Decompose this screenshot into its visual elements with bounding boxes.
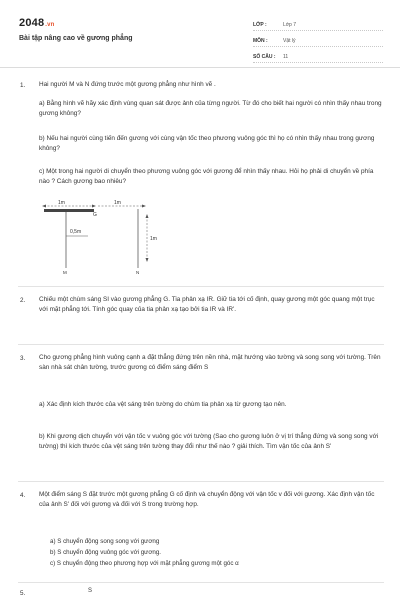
mirror-label: G [93, 212, 97, 218]
question-number: 1. [20, 82, 26, 89]
question-3-part-a: a) Xác định kích thước của vệt sáng trên tường do chùm tia phản xạ từ gương tạo nên. [39, 401, 287, 408]
point-n-label: N [136, 270, 140, 275]
question-number: 5. [20, 590, 26, 597]
dim-right-label: 1m [150, 236, 157, 242]
dim-top-left-label: 1m [58, 200, 65, 206]
meta-info [253, 17, 383, 65]
meta-value: Lớp 7 [283, 22, 297, 28]
question-4-option-c: c) S chuyển động theo phương hợp với mặt phẳng gương một góc α [50, 560, 239, 567]
question-number: 4. [20, 492, 26, 499]
meta-label: MÔN : [253, 38, 268, 44]
dim-small-label: 0,5m [70, 229, 82, 235]
question-1-part-b: b) Nếu hai người cùng tiến đến gương với cùng vận tốc theo phương vuông góc thì họ có nhìn thấy nhau trong gương không? [39, 135, 375, 152]
mirror-diagram [38, 198, 168, 276]
question-4-option-b: b) S chuyển động vuông góc với gương. [50, 549, 161, 556]
question-2-text: Chiếu một chùm sáng SI vào gương phẳng G. Tia phản xạ IR. Giữ tia tới cố định, quay gương một góc quang một trục với mặt phẳng tới. Tính góc quay của tia phản xạ tạo bởi tia IR và IR'. [39, 296, 375, 313]
figure-s-label: S [88, 588, 93, 594]
question-1-text: Hai người M và N đứng trước một gương phẳng như hình vẽ . [39, 81, 216, 88]
question-4-option-a: a) S chuyển động song song với gương [50, 538, 160, 545]
mirror [44, 209, 94, 212]
divider [18, 481, 384, 482]
meta-value: 11 [283, 54, 289, 60]
question-1-part-c: c) Một trong hai người di chuyển theo phương vuông góc với gương để nhìn thấy nhau. Hỏi họ phải di chuyển về phía nào ? Cách gương bao nhiêu? [39, 168, 374, 185]
question-1-part-a: a) Bằng hình vẽ hãy xác định vùng quan sát được ảnh của từng người. Từ đó cho biết hai người có nhìn thấy nhau trong gương không? [39, 100, 382, 117]
meta-label: LỚP : [253, 22, 267, 28]
question-3-text: Cho gương phẳng hình vuông cạnh a đặt thẳng đứng trên nền nhà, mặt hướng vào tường và song song với tường. Trên sàn nhà sát chân tường, trước gương có điểm sáng điểm S [39, 354, 381, 371]
point-m-label: M [63, 270, 67, 275]
dim-top-right-label: 1m [114, 200, 121, 206]
divider [18, 344, 384, 345]
meta-value: Vật lý [283, 38, 296, 44]
question-number: 2. [20, 297, 26, 304]
divider [18, 286, 384, 287]
meta-label: SỐ CÂU : [253, 54, 276, 60]
logo-suffix: .vn [45, 22, 55, 28]
meta-row-subject [253, 33, 383, 47]
page-title: Bài tập nâng cao về gương phẳng [19, 35, 133, 42]
meta-row-count [253, 49, 383, 63]
question-4-text: Một điểm sáng S đặt trước một gương phẳng G cố định và chuyển động với vận tốc v đối với gương. Xác định vận tốc của ảnh S' đối với gương và đối với S trong trường hợp. [39, 491, 375, 508]
divider [18, 582, 384, 583]
site-logo[interactable] [19, 17, 55, 29]
meta-row-class [253, 17, 383, 31]
header-divider [0, 67, 400, 68]
question-number: 3. [20, 355, 26, 362]
question-3-part-b: b) Khi gương dịch chuyển với vận tốc v vuông góc với tường (Sao cho gương luôn ở vị trí thẳng đứng và song song với tường) thì kích thước của vệt sáng trên tường thay đổi như thế nào ? giải thích. Tìm vận tốc của ảnh S' [39, 433, 379, 450]
page-header [0, 0, 400, 62]
logo-text: 2048 [19, 17, 45, 29]
